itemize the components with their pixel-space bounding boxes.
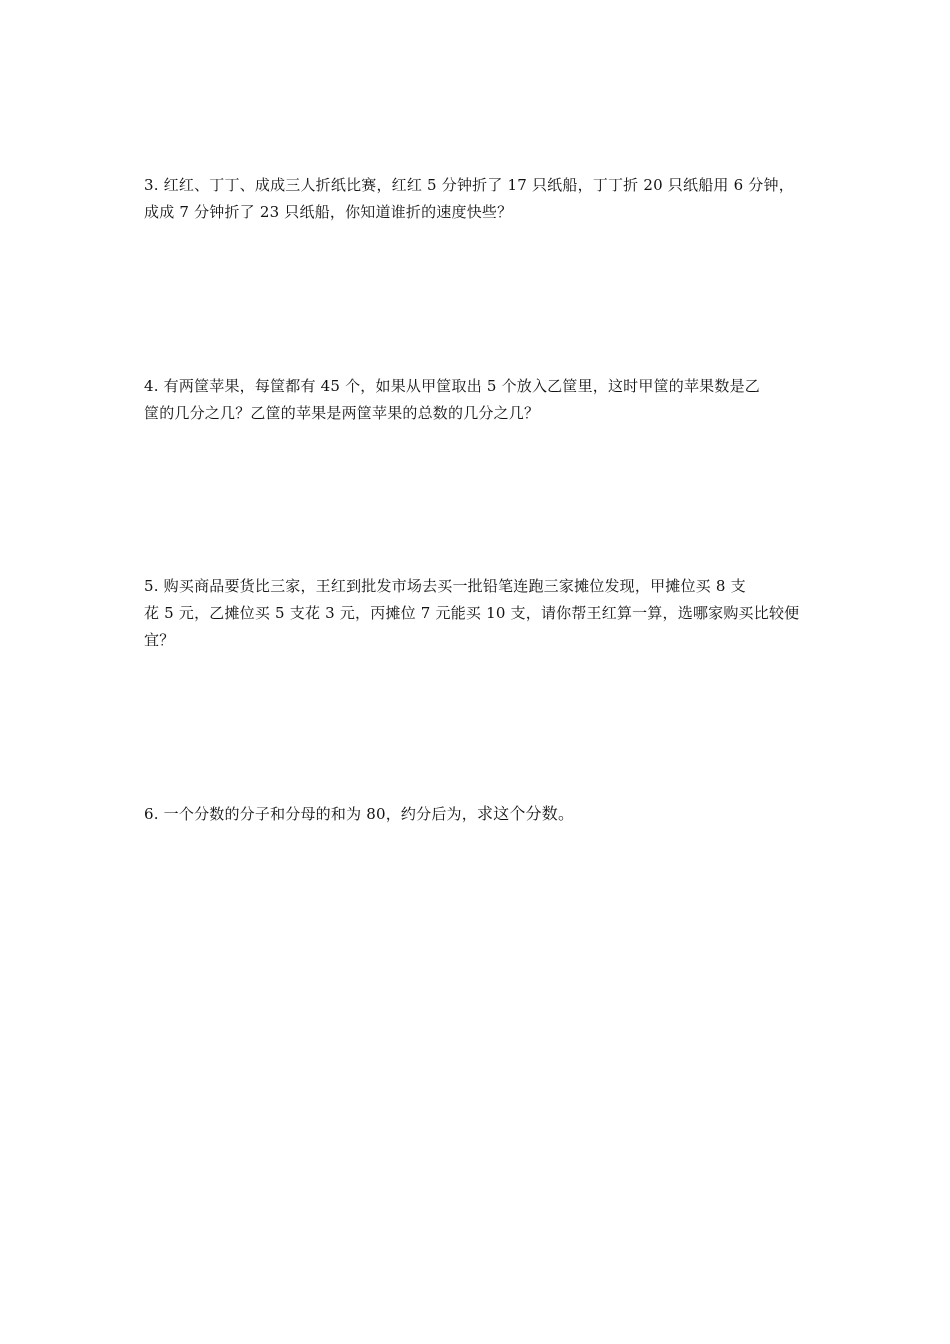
question-4 (144, 373, 812, 427)
question-5-line-1: 5. 购买商品要货比三家，王红到批发市场去买一批铅笔连跑三家摊位发现，甲摊位买 8 支 (144, 577, 746, 595)
question-4-line-2: 筐的几分之几？乙筐的苹果是两筐苹果的总数的几分之几？ (144, 404, 540, 422)
question-3-line-1: 3. 红红、丁丁、成成三人折纸比赛，红红 5 分钟折了 17 只纸船，丁丁折 20 只纸船用 6 分钟， (144, 176, 794, 194)
question-6-text: 6. 一个分数的分子和分母的和为 80，约分后为， (144, 805, 477, 823)
question-5-line-3: 宜？ (144, 631, 175, 649)
question-6-tail: 求这个分数。 (476, 804, 575, 823)
question-3-line-2: 成成 7 分钟折了 23 只纸船，你知道谁折的速度快些？ (144, 203, 513, 221)
question-4-line-1: 4. 有两筐苹果，每筐都有 45 个，如果从甲筐取出 5 个放入乙筐里，这时甲筐的苹果数是乙 (144, 377, 760, 395)
question-6 (144, 800, 812, 828)
question-5 (144, 573, 812, 654)
question-5-line-2: 花 5 元，乙摊位买 5 支花 3 元，丙摊位 7 元能买 10 支，请你帮王红算一算，选哪家购买比较便 (144, 604, 800, 622)
question-3 (144, 172, 812, 226)
